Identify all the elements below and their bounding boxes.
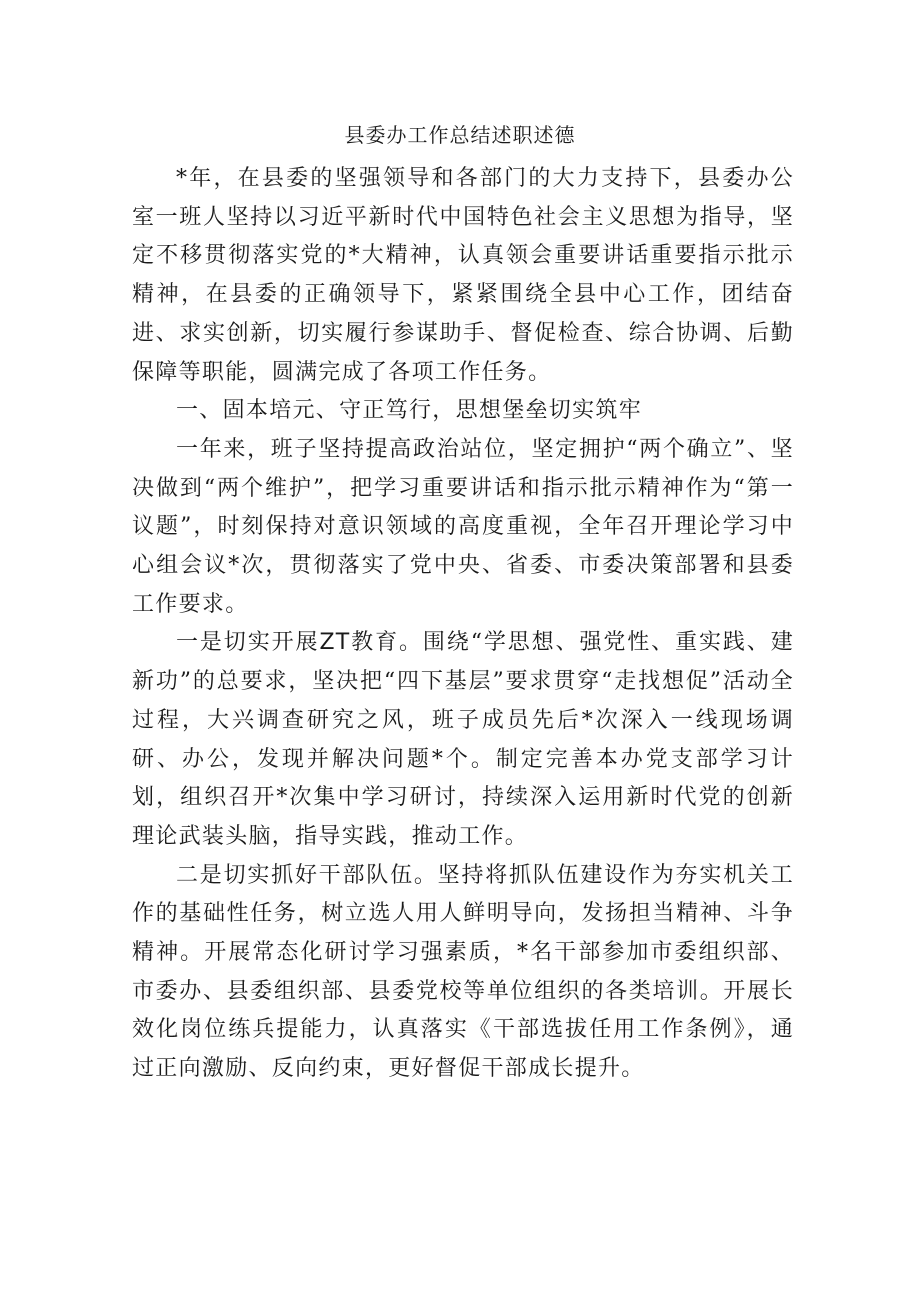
paragraph-cadre-team: 二是切实抓好干部队伍。坚持将抓队伍建设作为夯实机关工作的基础性任务，树立选人用人鲜明导向，发扬担当精神、斗争精神。开展常态化研讨学习强素质，*名干部参加市委组织部、市委办、县委组织部、县委党校等单位组织的各类培训。开展长效化岗位练兵提能力，认真落实《干部选拔任用工作条例》，通过正向激励、反向约束，更好督促干部成长提升。 <box>132 862 794 1082</box>
paragraph-political-stance: 一年来，班子坚持提高政治站位，坚定拥护“两个确立”、坚决做到“两个维护”，把学习重要讲话和指示批示精神作为“第一议题”，时刻保持对意识领域的高度重视，全年召开理论学习中心组会议*次，贯彻落实了党中央、省委、市委决策部署和县委工作要求。 <box>132 436 794 617</box>
paragraph-education-rest: 教育。围绕“学思想、强党性、重实践、建新功”的总要求，坚决把“四下基层”要求贯穿“走找想促”活动全过程，大兴调查研究之风，班子成员先后*次深入一线现场调研、办公，发现并解决问题*个。制定完善本办党支部学习计划，组织召开*次集中学习研讨，持续深入运用新时代党的创新理论武装头脑，指导实践，推动工作。 <box>132 630 794 849</box>
section-heading-1: 一、固本培元、守正笃行，思想堡垒切实筑牢 <box>176 398 643 424</box>
paragraph-education <box>132 624 794 856</box>
document-title: 县委办工作总结述职述德 <box>344 123 576 147</box>
document-body <box>132 160 794 1089</box>
paragraph-education-abbrev: ZT <box>319 630 351 656</box>
paragraph-education-lead: 一是切实开展 <box>176 630 320 656</box>
paragraph-intro: *年，在县委的坚强领导和各部门的大力支持下，县委办公室一班人坚持以习近平新时代中国特色社会主义思想为指导，坚定不移贯彻落实党的*大精神，认真领会重要讲话重要指示批示精神，在县委的正确领导下，紧紧围绕全县中心工作，团结奋进、求实创新，切实履行参谋助手、督促检查、综合协调、后勤保障等职能，圆满完成了各项工作任务。 <box>132 166 794 385</box>
